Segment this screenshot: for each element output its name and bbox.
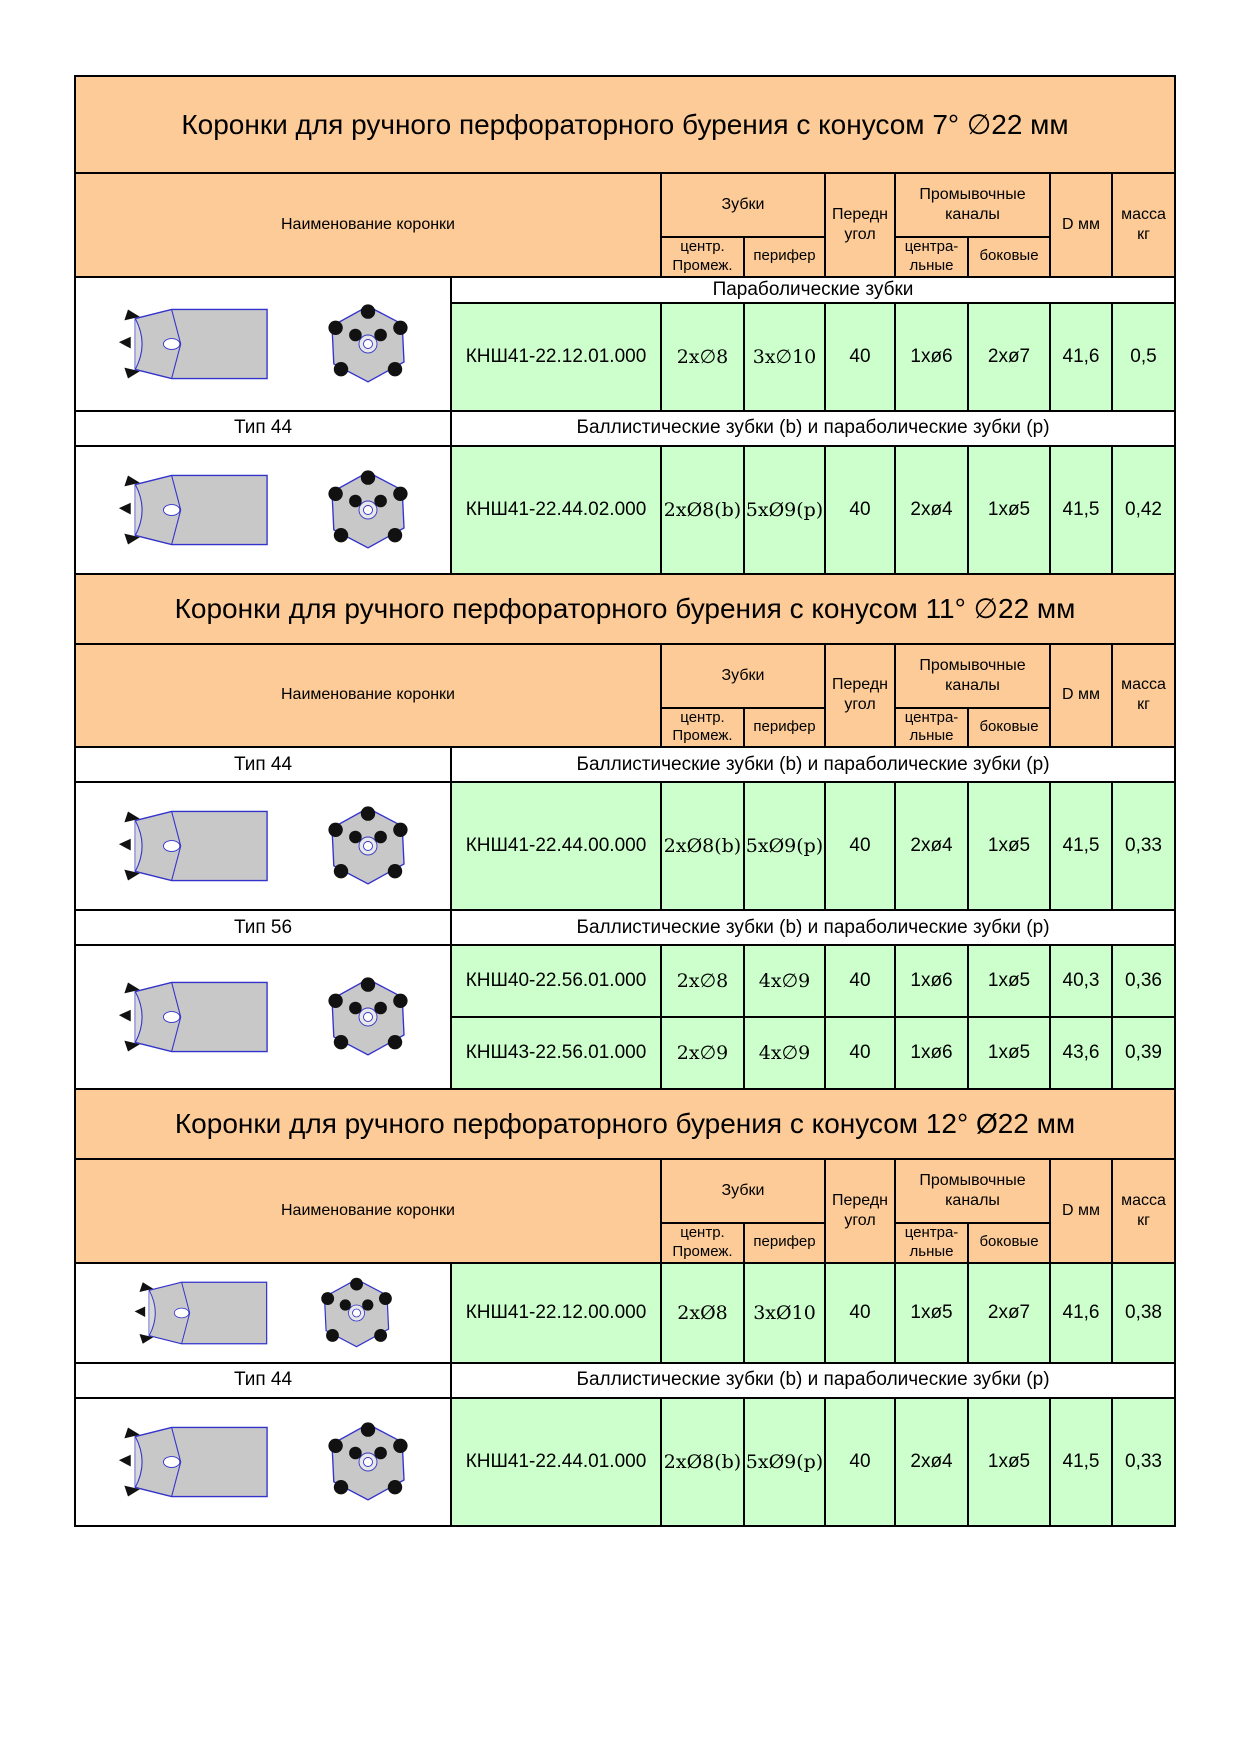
- diameter: 43,6: [1050, 1017, 1112, 1089]
- type-row: [75, 411, 1175, 446]
- teeth-center: 2xØ8(b): [661, 446, 744, 574]
- header-d: D мм: [1050, 1159, 1112, 1263]
- type-row: [75, 1363, 1175, 1398]
- teeth-center: 2xØ8(b): [661, 1398, 744, 1526]
- table-row: [75, 446, 1175, 574]
- bit-front-view: [328, 304, 407, 381]
- diameter: 41,6: [1050, 303, 1112, 411]
- type-label: Тип 44: [75, 411, 451, 446]
- header-name: Наименование коронки: [75, 1159, 661, 1263]
- flush-side: 1xø5: [968, 782, 1050, 910]
- flush-side: 1xø5: [968, 945, 1050, 1017]
- flush-center: 2xø4: [895, 1398, 968, 1526]
- bit-code: КНШ40-22.56.01.000: [451, 945, 661, 1017]
- bit-front-view: [328, 806, 407, 883]
- diameter: 41,6: [1050, 1263, 1112, 1363]
- type-label: Тип 44: [75, 747, 451, 782]
- flush-center: 1xø6: [895, 1017, 968, 1089]
- teeth-type-label: Баллистические зубки (b) и параболические зубки (p): [451, 910, 1175, 945]
- diameter: 41,5: [1050, 782, 1112, 910]
- type-row: [75, 277, 1175, 303]
- front-angle: 40: [825, 1398, 895, 1526]
- type-row: [75, 910, 1175, 945]
- mass: 0,33: [1112, 782, 1175, 910]
- bit-code: КНШ41-22.12.01.000: [451, 303, 661, 411]
- bit-front-view: [328, 1422, 407, 1499]
- bit-front-view: [328, 977, 407, 1054]
- section-title: Коронки для ручного перфораторного бурения с конусом 12° Ø22 мм: [75, 1089, 1175, 1159]
- header-flush-center: центра-льные: [895, 1223, 968, 1263]
- header-flush-center: центра-льные: [895, 237, 968, 277]
- column-header-row: [75, 1159, 1175, 1223]
- header-flush-side: боковые: [968, 237, 1050, 277]
- front-angle: 40: [825, 446, 895, 574]
- type-label: Тип 56: [75, 910, 451, 945]
- bit-image: [75, 446, 451, 574]
- bit-drawing: [98, 962, 428, 1072]
- flush-side: 1xø5: [968, 446, 1050, 574]
- mass: 0,33: [1112, 1398, 1175, 1526]
- table-row: [75, 782, 1175, 910]
- header-flush-side: боковые: [968, 1223, 1050, 1263]
- bit-table: [74, 75, 1176, 1527]
- front-angle: 40: [825, 303, 895, 411]
- bit-code: КНШ41-22.44.00.000: [451, 782, 661, 910]
- mass: 0,42: [1112, 446, 1175, 574]
- mass: 0,39: [1112, 1017, 1175, 1089]
- bit-side-view: [119, 982, 267, 1051]
- front-angle: 40: [825, 1263, 895, 1363]
- bit-image: [75, 945, 451, 1089]
- front-angle: 40: [825, 782, 895, 910]
- bit-drawing: [98, 289, 428, 399]
- bit-image: [75, 1398, 451, 1526]
- mass: 0,36: [1112, 945, 1175, 1017]
- bit-code: КНШ41-22.44.01.000: [451, 1398, 661, 1526]
- teeth-center: 2xØ8: [661, 1263, 744, 1363]
- teeth-periph: 3x∅10: [744, 303, 825, 411]
- flush-side: 2xø7: [968, 1263, 1050, 1363]
- header-teeth-periph: перифер: [744, 1223, 825, 1263]
- teeth-type-label: Параболические зубки: [451, 277, 1175, 303]
- header-flush-side: боковые: [968, 708, 1050, 748]
- table-row: [75, 1398, 1175, 1526]
- header-teeth: Зубки: [661, 173, 825, 237]
- header-d: D мм: [1050, 173, 1112, 277]
- teeth-periph: 5xØ9(p): [744, 782, 825, 910]
- teeth-periph: 4x∅9: [744, 1017, 825, 1089]
- section-title-row: [75, 1089, 1175, 1159]
- bit-side-view: [119, 811, 267, 880]
- section-title: Коронки для ручного перфораторного бурения с конусом 7° ∅22 мм: [75, 76, 1175, 173]
- section-title-row: [75, 574, 1175, 644]
- teeth-type-label: Баллистические зубки (b) и параболические зубки (p): [451, 411, 1175, 446]
- flush-center: 2xø4: [895, 782, 968, 910]
- product-sheet: [74, 75, 1174, 1527]
- bit-drawing: [98, 791, 428, 901]
- teeth-type-label: Баллистические зубки (b) и параболические зубки (p): [451, 1363, 1175, 1398]
- section-title: Коронки для ручного перфораторного бурения с конусом 11° ∅22 мм: [75, 574, 1175, 644]
- teeth-type-label: Баллистические зубки (b) и параболические зубки (p): [451, 747, 1175, 782]
- header-flush: Промывочные каналы: [895, 173, 1050, 237]
- flush-side: 2xø7: [968, 303, 1050, 411]
- bit-side-view: [119, 475, 267, 544]
- header-flush: Промывочные каналы: [895, 1159, 1050, 1223]
- teeth-center: 2x∅9: [661, 1017, 744, 1089]
- teeth-center: 2xØ8(b): [661, 782, 744, 910]
- bit-code: КНШ41-22.44.02.000: [451, 446, 661, 574]
- front-angle: 40: [825, 1017, 895, 1089]
- teeth-periph: 5xØ9(p): [744, 446, 825, 574]
- header-teeth-center: центр. Промеж.: [661, 237, 744, 277]
- teeth-center: 2x∅8: [661, 945, 744, 1017]
- header-flush-center: центра-льные: [895, 708, 968, 748]
- bit-front-view: [328, 470, 407, 547]
- header-teeth-periph: перифер: [744, 708, 825, 748]
- header-front-angle: Передн угол: [825, 173, 895, 277]
- header-front-angle: Передн угол: [825, 644, 895, 748]
- flush-side: 1xø5: [968, 1398, 1050, 1526]
- header-name: Наименование коронки: [75, 173, 661, 277]
- header-teeth: Зубки: [661, 644, 825, 708]
- bit-front-view: [321, 1277, 392, 1346]
- header-teeth-periph: перифер: [744, 237, 825, 277]
- bit-side-view: [135, 1282, 267, 1344]
- header-teeth-center: центр. Промеж.: [661, 708, 744, 748]
- flush-center: 2xø4: [895, 446, 968, 574]
- teeth-periph: 4x∅9: [744, 945, 825, 1017]
- table-row: [75, 1263, 1175, 1363]
- type-label: Тип 44: [75, 1363, 451, 1398]
- bit-code: КНШ43-22.56.01.000: [451, 1017, 661, 1089]
- mass: 0,38: [1112, 1263, 1175, 1363]
- column-header-row: [75, 173, 1175, 237]
- teeth-periph: 3xØ10: [744, 1263, 825, 1363]
- teeth-center: 2x∅8: [661, 303, 744, 411]
- bit-drawing: [98, 1407, 428, 1517]
- bit-drawing: [98, 1264, 428, 1362]
- flush-center: 1xø5: [895, 1263, 968, 1363]
- bit-image: [75, 782, 451, 910]
- header-name: Наименование коронки: [75, 644, 661, 748]
- section-title-row: [75, 76, 1175, 173]
- header-mass: масса кг: [1112, 173, 1175, 277]
- bit-image: [75, 277, 451, 411]
- flush-side: 1xø5: [968, 1017, 1050, 1089]
- table-row: [75, 945, 1175, 1017]
- header-mass: масса кг: [1112, 1159, 1175, 1263]
- type-row: [75, 747, 1175, 782]
- header-front-angle: Передн угол: [825, 1159, 895, 1263]
- header-mass: масса кг: [1112, 644, 1175, 748]
- diameter: 41,5: [1050, 1398, 1112, 1526]
- flush-center: 1xø6: [895, 303, 968, 411]
- flush-center: 1xø6: [895, 945, 968, 1017]
- mass: 0,5: [1112, 303, 1175, 411]
- diameter: 40,3: [1050, 945, 1112, 1017]
- bit-drawing: [98, 455, 428, 565]
- header-d: D мм: [1050, 644, 1112, 748]
- bit-code: КНШ41-22.12.00.000: [451, 1263, 661, 1363]
- bit-image: [75, 1263, 451, 1363]
- diameter: 41,5: [1050, 446, 1112, 574]
- header-teeth-center: центр. Промеж.: [661, 1223, 744, 1263]
- bit-side-view: [119, 309, 267, 378]
- header-flush: Промывочные каналы: [895, 644, 1050, 708]
- bit-side-view: [119, 1427, 267, 1496]
- header-teeth: Зубки: [661, 1159, 825, 1223]
- column-header-row: [75, 644, 1175, 708]
- front-angle: 40: [825, 945, 895, 1017]
- teeth-periph: 5xØ9(p): [744, 1398, 825, 1526]
